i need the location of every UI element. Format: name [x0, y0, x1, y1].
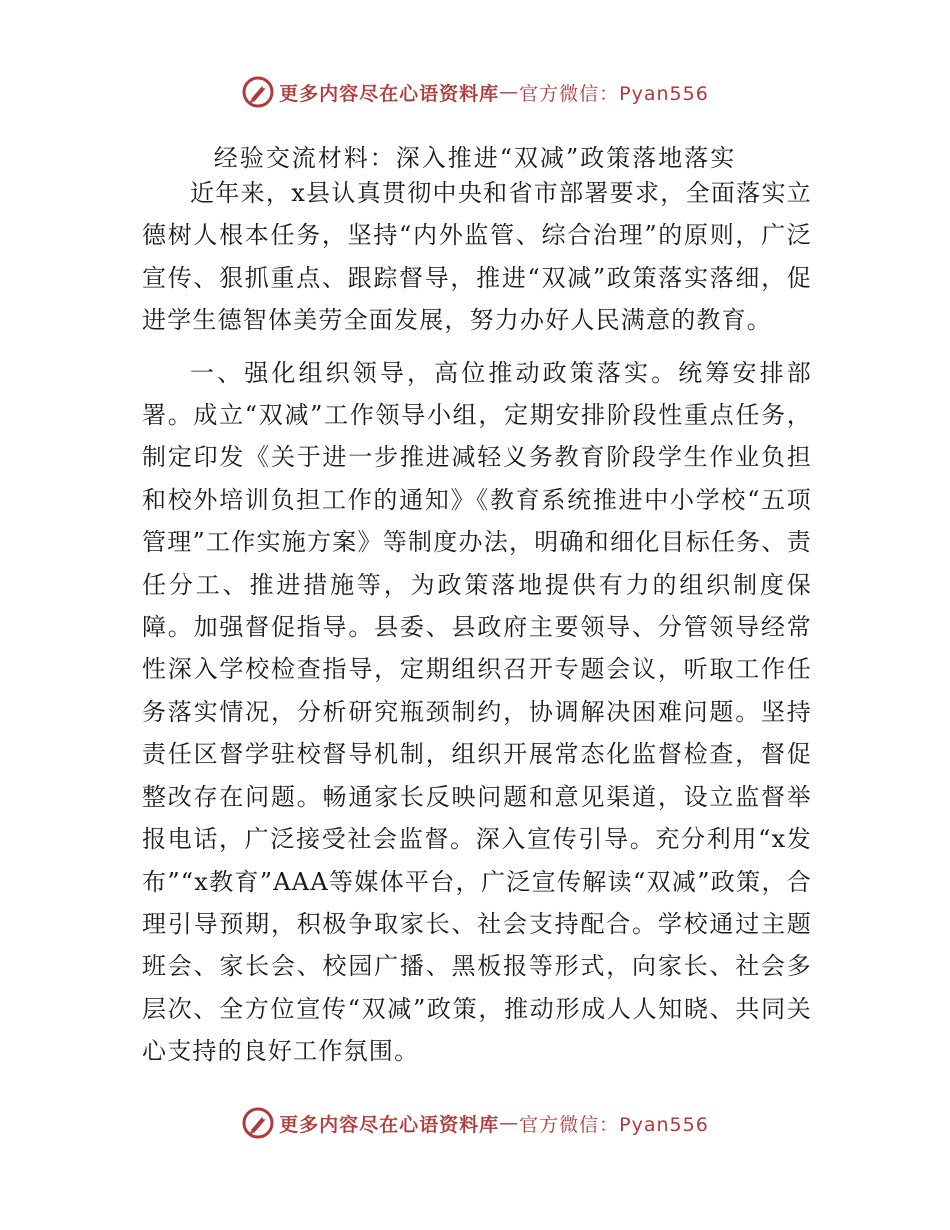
document-body — [142, 172, 812, 1073]
watermark-banner-top — [0, 72, 950, 112]
watermark-brand: 更多内容尽在心语资料库 — [279, 1113, 500, 1136]
pen-nib-badge-icon — [241, 75, 275, 109]
watermark-contact: 官方微信：Pyan556 — [519, 82, 709, 105]
watermark-banner-bottom — [0, 1103, 950, 1143]
paragraph-section-1: 一、强化组织领导，高位推动政策落实。统筹安排部署。成立“双减”工作领导小组，定期安排阶段性重点任务，制定印发《关于进一步推进减轻义务教育阶段学生作业负担和校外培训负担工作的通知》《教育系统推进中小学校“五项管理”工作实施方案》等制度办法，明确和细化目标任务、责任分工、推进措施等，为政策落地提供有力的组织制度保障。加强督促指导。县委、县政府主要领导、分管领导经常性深入学校检查指导，定期组织召开专题会议，听取工作任务落实情况，分析研究瓶颈制约，协调解决困难问题。坚持责任区督学驻校督导机制，组织开展常态化监督检查，督促整改存在问题。畅通家长反映问题和意见渠道，设立监督举报电话，广泛接受社会监督。深入宣传引导。充分利用“x发布”“x教育”AAA等媒体平台，广泛宣传解读“双减”政策，合理引导预期，积极争取家长、社会支持配合。学校通过主题班会、家长会、校园广播、黑板报等形式，向家长、社会多层次、全方位宣传“双减”政策，推动形成人人知晓、共同关心支持的良好工作氛围。 — [142, 358, 812, 1066]
watermark-separator: — — [499, 81, 520, 103]
watermark-contact: 官方微信：Pyan556 — [519, 1113, 709, 1136]
paragraph-intro: 近年来，x县认真贯彻中央和省市部署要求，全面落实立德树人根本任务，坚持“内外监管、综合治理”的原则，广泛宣传、狠抓重点、跟踪督导，推进“双减”政策落实落细，促进学生德智体美劳全面发展，努力办好人民满意的教育。 — [142, 179, 812, 335]
pen-nib-badge-icon — [241, 1106, 275, 1140]
watermark-separator: — — [499, 1112, 520, 1134]
watermark-brand: 更多内容尽在心语资料库 — [279, 82, 500, 105]
document-title: 经验交流材料：深入推进“双减”政策落地落实 — [213, 144, 737, 172]
